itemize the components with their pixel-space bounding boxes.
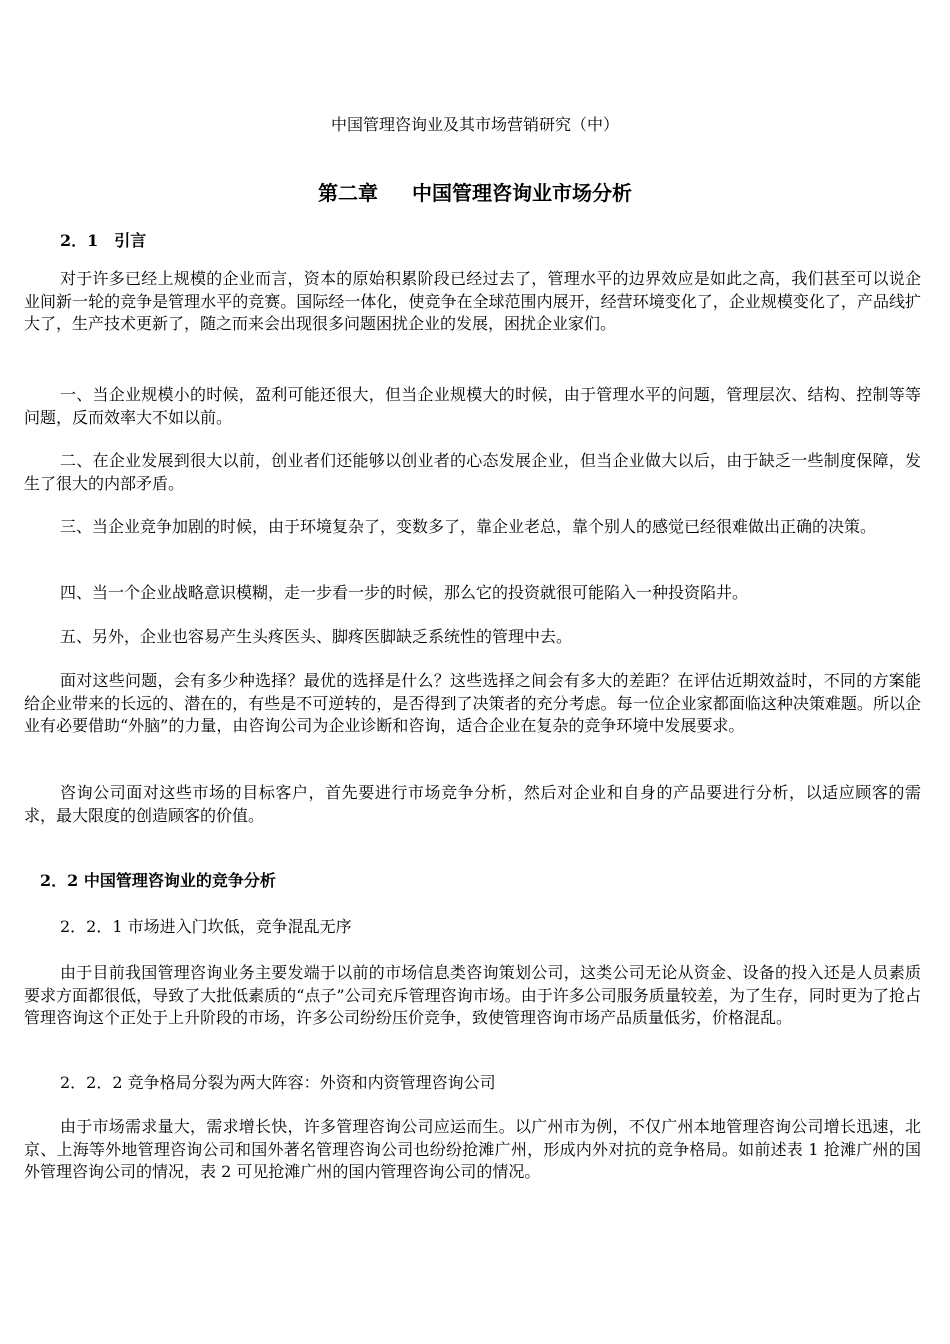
paragraph: 咨询公司面对这些市场的目标客户，首先要进行市场竞争分析，然后对企业和自身的产品要进行分析，以适应顾客的需求，最大限度的创造顾客的价值。 (24, 783, 921, 825)
paragraph: 二、在企业发展到很大以前，创业者们还能够以创业者的心态发展企业，但当企业做大以后，由于缺乏一些制度保障，发生了很大的内部矛盾。 (24, 451, 921, 493)
section-heading-2-2: 2．2 中国管理咨询业的竞争分析 (40, 871, 276, 890)
subsection-heading-2-2-2: 2．2．2 竞争格局分裂为两大阵容：外资和内资管理咨询公司 (60, 1073, 496, 1092)
chapter-name: 中国管理咨询业市场分析 (412, 181, 632, 205)
paragraph: 五、另外，企业也容易产生头疼医头、脚疼医脚缺乏系统性的管理中去。 (60, 627, 573, 646)
paragraph: 由于市场需求量大，需求增长快，许多管理咨询公司应运而生。以广州市为例，不仅广州本地管理咨询公司增长迅速，北京、上海等外地管理咨询公司和国外著名管理咨询公司也纷纷抢滩广州，形成内外对抗的竞争格局。如前述表 1 抢滩广州的国外管理咨询公司的情况，表 2 可见抢滩广州的国内管理咨询公司的情况。 (24, 1117, 921, 1181)
subsection-heading-2-2-1: 2．2．1 市场进入门坎低，竞争混乱无序 (60, 917, 352, 936)
paragraph: 面对这些问题，会有多少种选择？最优的选择是什么？这些选择之间会有多大的差距？在评估近期效益时，不同的方案能给企业带来的长远的、潜在的，有些是不可逆转的，是否得到了决策者的充分考虑。每一位企业家都面临这种决策难题。所以企业有必要借助“外脑”的力量，由咨询公司为企业诊断和咨询，适合企业在复杂的竞争环境中发展要求。 (24, 671, 921, 735)
chapter-number: 第二章 (318, 181, 378, 205)
document-title: 中国管理咨询业及其市场营销研究（中） (330, 115, 619, 134)
paragraph: 对于许多已经上规模的企业而言，资本的原始积累阶段已经过去了，管理水平的边界效应是如此之高，我们甚至可以说企业间新一轮的竞争是管理水平的竞赛。国际经一体化，使竞争在全球范围内展开，经营环境变化了，企业规模变化了，产品线扩大了，生产技术更新了，随之而来会出现很多问题困扰企业的发展，困扰企业家们。 (24, 269, 921, 333)
chapter-title (0, 178, 950, 208)
section-heading-2-1: 2．1 引言 (60, 231, 147, 250)
paragraph: 一、当企业规模小的时候，盈利可能还很大，但当企业规模大的时候，由于管理水平的问题，管理层次、结构、控制等等问题，反而效率大不如以前。 (24, 385, 921, 427)
paragraph: 由于目前我国管理咨询业务主要发端于以前的市场信息类咨询策划公司，这类公司无论从资金、设备的投入还是人员素质要求方面都很低，导致了大批低素质的“点子”公司充斥管理咨询市场。由于许多公司服务质量较差，为了生存，同时更为了抢占管理咨询这个正处于上升阶段的市场，许多公司纷纷压价竞争，致使管理咨询市场产品质量低劣，价格混乱。 (24, 963, 921, 1027)
paragraph: 四、当一个企业战略意识模糊，走一步看一步的时候，那么它的投资就很可能陷入一种投资陷井。 (60, 583, 749, 602)
paragraph: 三、当企业竞争加剧的时候，由于环境复杂了，变数多了，靠企业老总，靠个别人的感觉已经很难做出正确的决策。 (60, 517, 877, 536)
